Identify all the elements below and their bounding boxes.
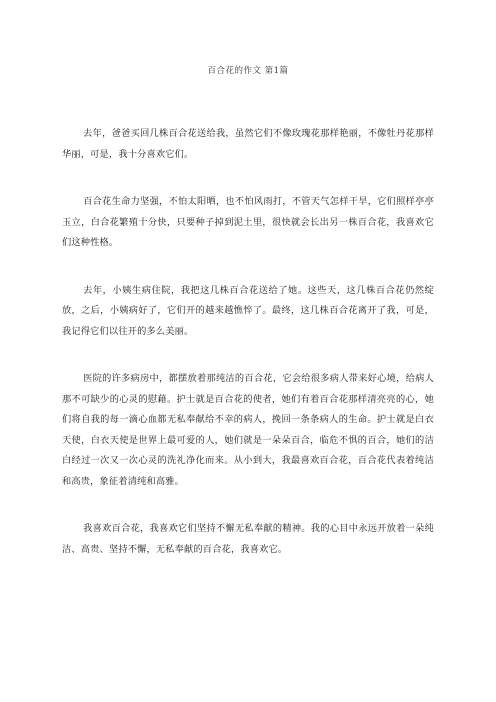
paragraph-4: 医院的许多病房中，都摆放着那纯洁的百合花，它会给很多病人带来好心境，给病人那不可缺少的心灵的慰藉。护士就是百合花的使者，她们有着百合花那样清亮亮的心，她们将自我的每一滴心血都无私奉献给不幸的病人，挽回一条条病人的生命。护士就是白衣天使，白衣天使是世界上最可爱的人，她们就是一朵朵百合，临危不惧的百合，她们的洁白经过一次又一次心灵的洗礼净化而来。从小到大，我最喜欢百合花，百合花代表着纯洁和高贵，象征着清纯和高雅。 [62, 373, 434, 487]
document-body [62, 124, 434, 587]
paragraph-1: 去年，爸爸买回几株百合花送给我，虽然它们不像玫瑰花那样艳丽，不像牡丹花那样华丽，可是，我十分喜欢它们。 [62, 128, 434, 160]
paragraph-2: 百合花生命力坚强，不怕太阳晒，也不怕风雨打，不管天气怎样干旱，它们照样亭亭玉立，白合花繁殖十分快，只要种子掉到泥土里，很快就会长出另一株百合花，我喜欢它们这种性格。 [62, 196, 434, 248]
paragraph-3: 去年，小姨生病住院，我把这几株百合花送给了她。这些天，这几株百合花仍然绽放，之后，小姨病好了，它们开的越来越憔悴了。最终，这几株百合花离开了我，可是，我记得它们以往开的多么美丽。 [62, 284, 434, 337]
document-title: 百合花的作文 第1篇 [207, 66, 289, 76]
paragraph-5: 我喜欢百合花，我喜欢它们坚持不懈无私奉献的精神。我的心目中永远开放着一朵纯洁、高贵、坚持不懈，无私奉献的百合花，我喜欢它。 [62, 523, 434, 555]
